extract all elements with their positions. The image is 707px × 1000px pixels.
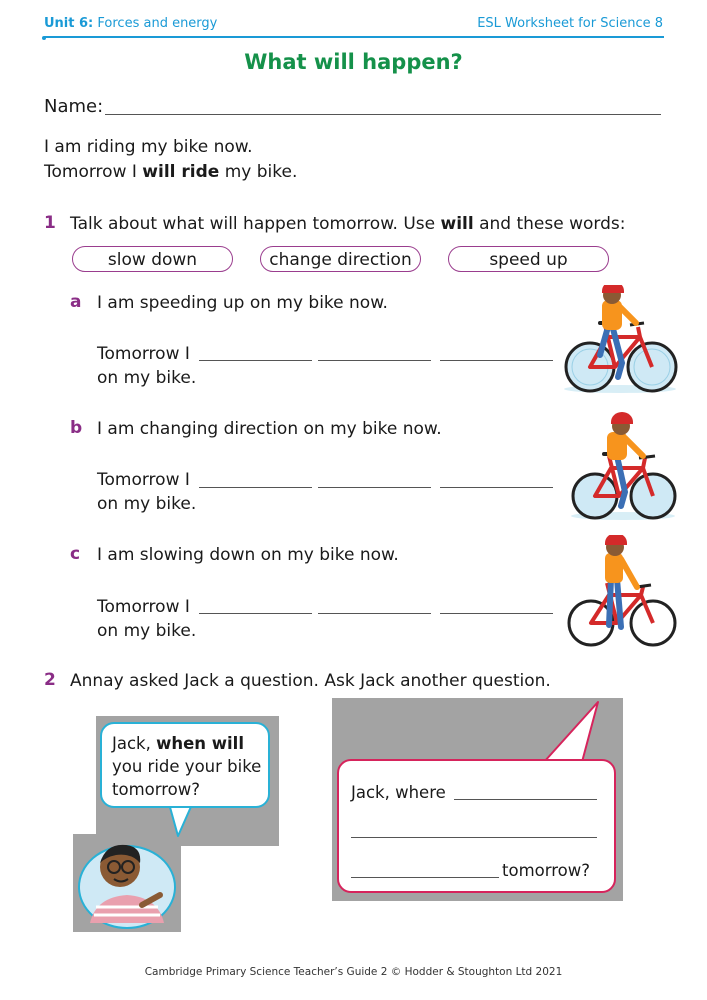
question-2-text: Annay asked Jack a question. Ask Jack another question. xyxy=(70,671,551,691)
jack-question-blank-1[interactable] xyxy=(454,799,597,800)
word-pill-speed-up: speed up xyxy=(448,246,609,272)
item-a-letter: a xyxy=(70,292,82,312)
item-b-sentence: I am changing direction on my bike now. xyxy=(97,419,442,439)
item-b-blank-1[interactable] xyxy=(199,487,312,488)
annay-speech-bubble xyxy=(100,722,270,808)
item-a-tomorrow: Tomorrow I xyxy=(97,344,190,364)
jack-bubble-line-3-end: tomorrow? xyxy=(502,861,590,880)
annay-bubble-bold: when will xyxy=(156,734,244,753)
name-row xyxy=(44,95,103,118)
item-c-sentence: I am slowing down on my bike now. xyxy=(97,545,399,565)
bike-rider-speeding-up-illustration xyxy=(560,285,680,397)
item-a-sentence: I am speeding up on my bike now. xyxy=(97,293,388,313)
header-rule-dot xyxy=(42,36,46,40)
jack-question-blank-2[interactable] xyxy=(351,837,597,838)
item-c-tomorrow: Tomorrow I xyxy=(97,597,190,617)
item-a-blank-1[interactable] xyxy=(199,360,312,361)
item-b-end: on my bike. xyxy=(97,494,197,514)
name-field[interactable] xyxy=(105,114,661,115)
unit-title: Forces and energy xyxy=(97,16,218,31)
question-1-number: 1 xyxy=(44,213,56,233)
item-b-blank-3[interactable] xyxy=(440,487,553,488)
intro-line-2-end: my bike. xyxy=(219,162,298,182)
page-title: What will happen? xyxy=(244,50,463,74)
annay-portrait-illustration xyxy=(76,835,178,930)
annay-bubble-line-1 xyxy=(112,732,244,755)
annay-bubble-line-2: you ride your bike xyxy=(112,757,262,776)
item-c-blank-1[interactable] xyxy=(199,613,312,614)
header-worksheet-title: ESL Worksheet for Science 8 xyxy=(477,16,663,31)
q1-text-start: Talk about what will happen tomorrow. Use xyxy=(70,214,441,234)
jack-question-bubble xyxy=(337,759,616,893)
question-1-text xyxy=(70,213,625,236)
jack-bubble-line-1: Jack, where xyxy=(351,783,446,802)
q1-text-bold: will xyxy=(440,214,474,234)
intro-line-1: I am riding my bike now. xyxy=(44,137,253,157)
right-bubble-tail xyxy=(540,700,610,764)
unit-label: Unit 6: xyxy=(44,16,94,31)
question-2-number: 2 xyxy=(44,670,56,690)
word-pill-change-direction: change direction xyxy=(260,246,421,272)
header-unit xyxy=(44,16,217,31)
jack-question-blank-3[interactable] xyxy=(351,877,499,878)
item-c-end: on my bike. xyxy=(97,621,197,641)
intro-line-2-start: Tomorrow I xyxy=(44,162,143,182)
item-b-tomorrow-row xyxy=(97,469,190,492)
name-label: Name: xyxy=(44,96,104,117)
bike-rider-slowing-down-illustration xyxy=(565,535,680,650)
item-b-tomorrow: Tomorrow I xyxy=(97,470,190,490)
item-c-tomorrow-row xyxy=(97,596,190,619)
item-a-tomorrow-row xyxy=(97,343,190,366)
q1-text-end: and these words: xyxy=(473,214,626,234)
bike-rider-changing-direction-illustration xyxy=(565,412,680,524)
item-c-letter: c xyxy=(70,544,81,564)
annay-bubble-start: Jack, xyxy=(112,734,157,753)
item-c-blank-2[interactable] xyxy=(318,613,431,614)
intro-line-2-bold: will ride xyxy=(142,162,220,182)
item-a-blank-3[interactable] xyxy=(440,360,553,361)
item-b-letter: b xyxy=(70,418,83,438)
page-footer: Cambridge Primary Science Teacher’s Guide 2 © Hodder & Stoughton Ltd 2021 xyxy=(144,966,563,978)
word-pill-slow-down: slow down xyxy=(72,246,233,272)
item-a-blank-2[interactable] xyxy=(318,360,431,361)
header-rule xyxy=(44,36,664,38)
item-b-blank-2[interactable] xyxy=(318,487,431,488)
item-a-end: on my bike. xyxy=(97,368,197,388)
intro-line-2 xyxy=(44,161,297,184)
annay-bubble-line-3: tomorrow? xyxy=(112,780,200,799)
item-c-blank-3[interactable] xyxy=(440,613,553,614)
